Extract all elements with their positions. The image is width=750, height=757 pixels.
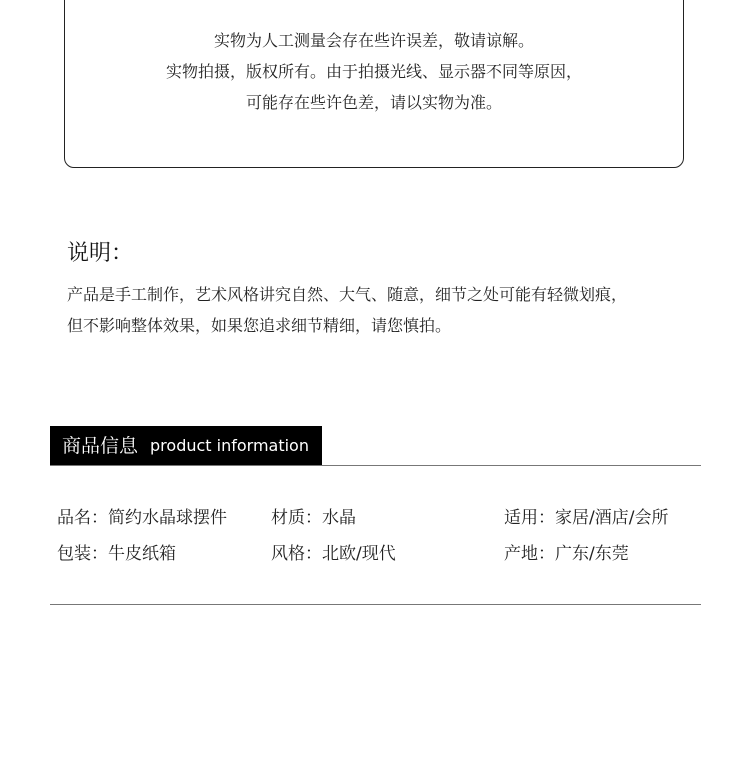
description-line: 但不影响整体效果，如果您追求细节精细，请您慎拍。 bbox=[67, 316, 452, 335]
section-divider-top bbox=[50, 465, 701, 466]
description-heading: 说明： bbox=[67, 241, 134, 266]
product-info-title-en: product information bbox=[150, 435, 309, 455]
spec-material: 材质：水晶 bbox=[271, 508, 356, 528]
notice-line: 可能存在些许色差，请以实物为准。 bbox=[245, 93, 502, 112]
notice-box bbox=[64, 0, 684, 168]
product-info-header bbox=[50, 426, 322, 465]
spec-style: 风格：北欧/现代 bbox=[271, 544, 396, 564]
spec-usage: 适用：家居/酒店/会所 bbox=[504, 508, 669, 528]
section-divider-bottom bbox=[50, 604, 701, 605]
product-info-title-cn: 商品信息 bbox=[62, 434, 139, 457]
notice-line: 实物拍摄，版权所有。由于拍摄光线、显示器不同等原因， bbox=[165, 62, 582, 81]
description-line: 产品是手工制作，艺术风格讲究自然、大气、随意，细节之处可能有轻微划痕， bbox=[67, 285, 628, 304]
spec-origin: 产地：广东/东莞 bbox=[504, 544, 629, 564]
notice-line: 实物为人工测量会存在些许误差，敬请谅解。 bbox=[213, 31, 534, 50]
spec-product-name: 品名：简约水晶球摆件 bbox=[57, 508, 227, 528]
spec-packaging: 包装：牛皮纸箱 bbox=[57, 544, 176, 564]
